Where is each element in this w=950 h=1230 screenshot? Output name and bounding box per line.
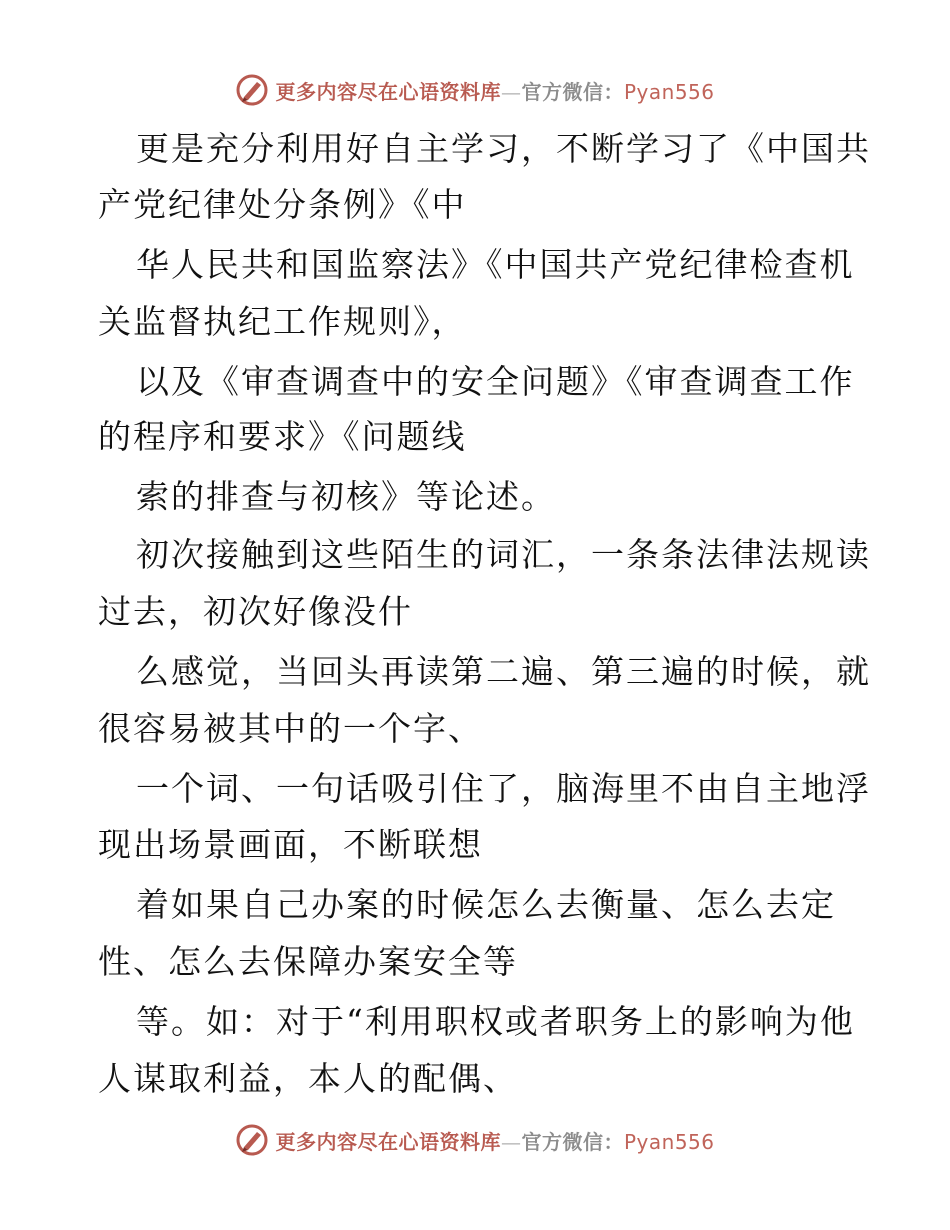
paragraph-line: 关监督执纪工作规则》，: [98, 302, 467, 341]
banner-official-label: 官方微信：: [521, 79, 624, 104]
banner-dash: —: [500, 1129, 522, 1154]
paragraph-line: 更是充分利用好自主学习，不断学习了《中国共: [136, 129, 871, 168]
paragraph-line: 的程序和要求》《问题线: [98, 417, 467, 456]
paragraph-line: 很容易被其中的一个字、: [98, 709, 483, 748]
banner-wechat-id: Pyan556: [623, 1129, 715, 1154]
banner-site-text: 更多内容尽在心语资料库: [275, 79, 501, 104]
paragraph-line: 人谋取利益，本人的配偶、: [98, 1059, 518, 1098]
paragraph-line: 过去，初次好像没什: [98, 592, 413, 631]
paragraph-line: 以及《审查调查中的安全问题》《审查调查工作: [136, 362, 855, 401]
header-banner: [0, 70, 950, 110]
banner-text: [275, 76, 714, 105]
paragraph-line: 么感觉，当回头再读第二遍、第三遍的时候，就: [136, 652, 871, 691]
paragraph-line: 产党纪律处分条例》《中: [98, 185, 467, 224]
banner-dash: —: [500, 79, 522, 104]
pen-logo-icon: [235, 73, 269, 107]
footer-banner: [0, 1120, 950, 1160]
paragraph-line: 索的排查与初核》等论述。: [136, 477, 556, 516]
banner-official-label: 官方微信：: [521, 1129, 624, 1154]
banner-site-text: 更多内容尽在心语资料库: [275, 1129, 501, 1154]
paragraph-line: 现出场景画面，不断联想: [98, 825, 483, 864]
banner-text: [275, 1126, 714, 1155]
paragraph-line: 性、怎么去保障办案安全等: [98, 942, 518, 981]
paragraph-line: 着如果自己办案的时候怎么去衡量、怎么去定: [136, 885, 836, 924]
paragraph-line: 一个词、一句话吸引住了，脑海里不由自主地浮: [136, 769, 871, 808]
pen-logo-icon: [235, 1123, 269, 1157]
paragraph-line: 初次接触到这些陌生的词汇，一条条法律法规读: [136, 535, 871, 574]
paragraph-line: 华人民共和国监察法》《中国共产党纪律检查机: [136, 245, 855, 284]
banner-wechat-id: Pyan556: [623, 79, 715, 104]
paragraph-line: 等。如：对于“利用职权或者职务上的影响为他: [136, 1002, 855, 1041]
